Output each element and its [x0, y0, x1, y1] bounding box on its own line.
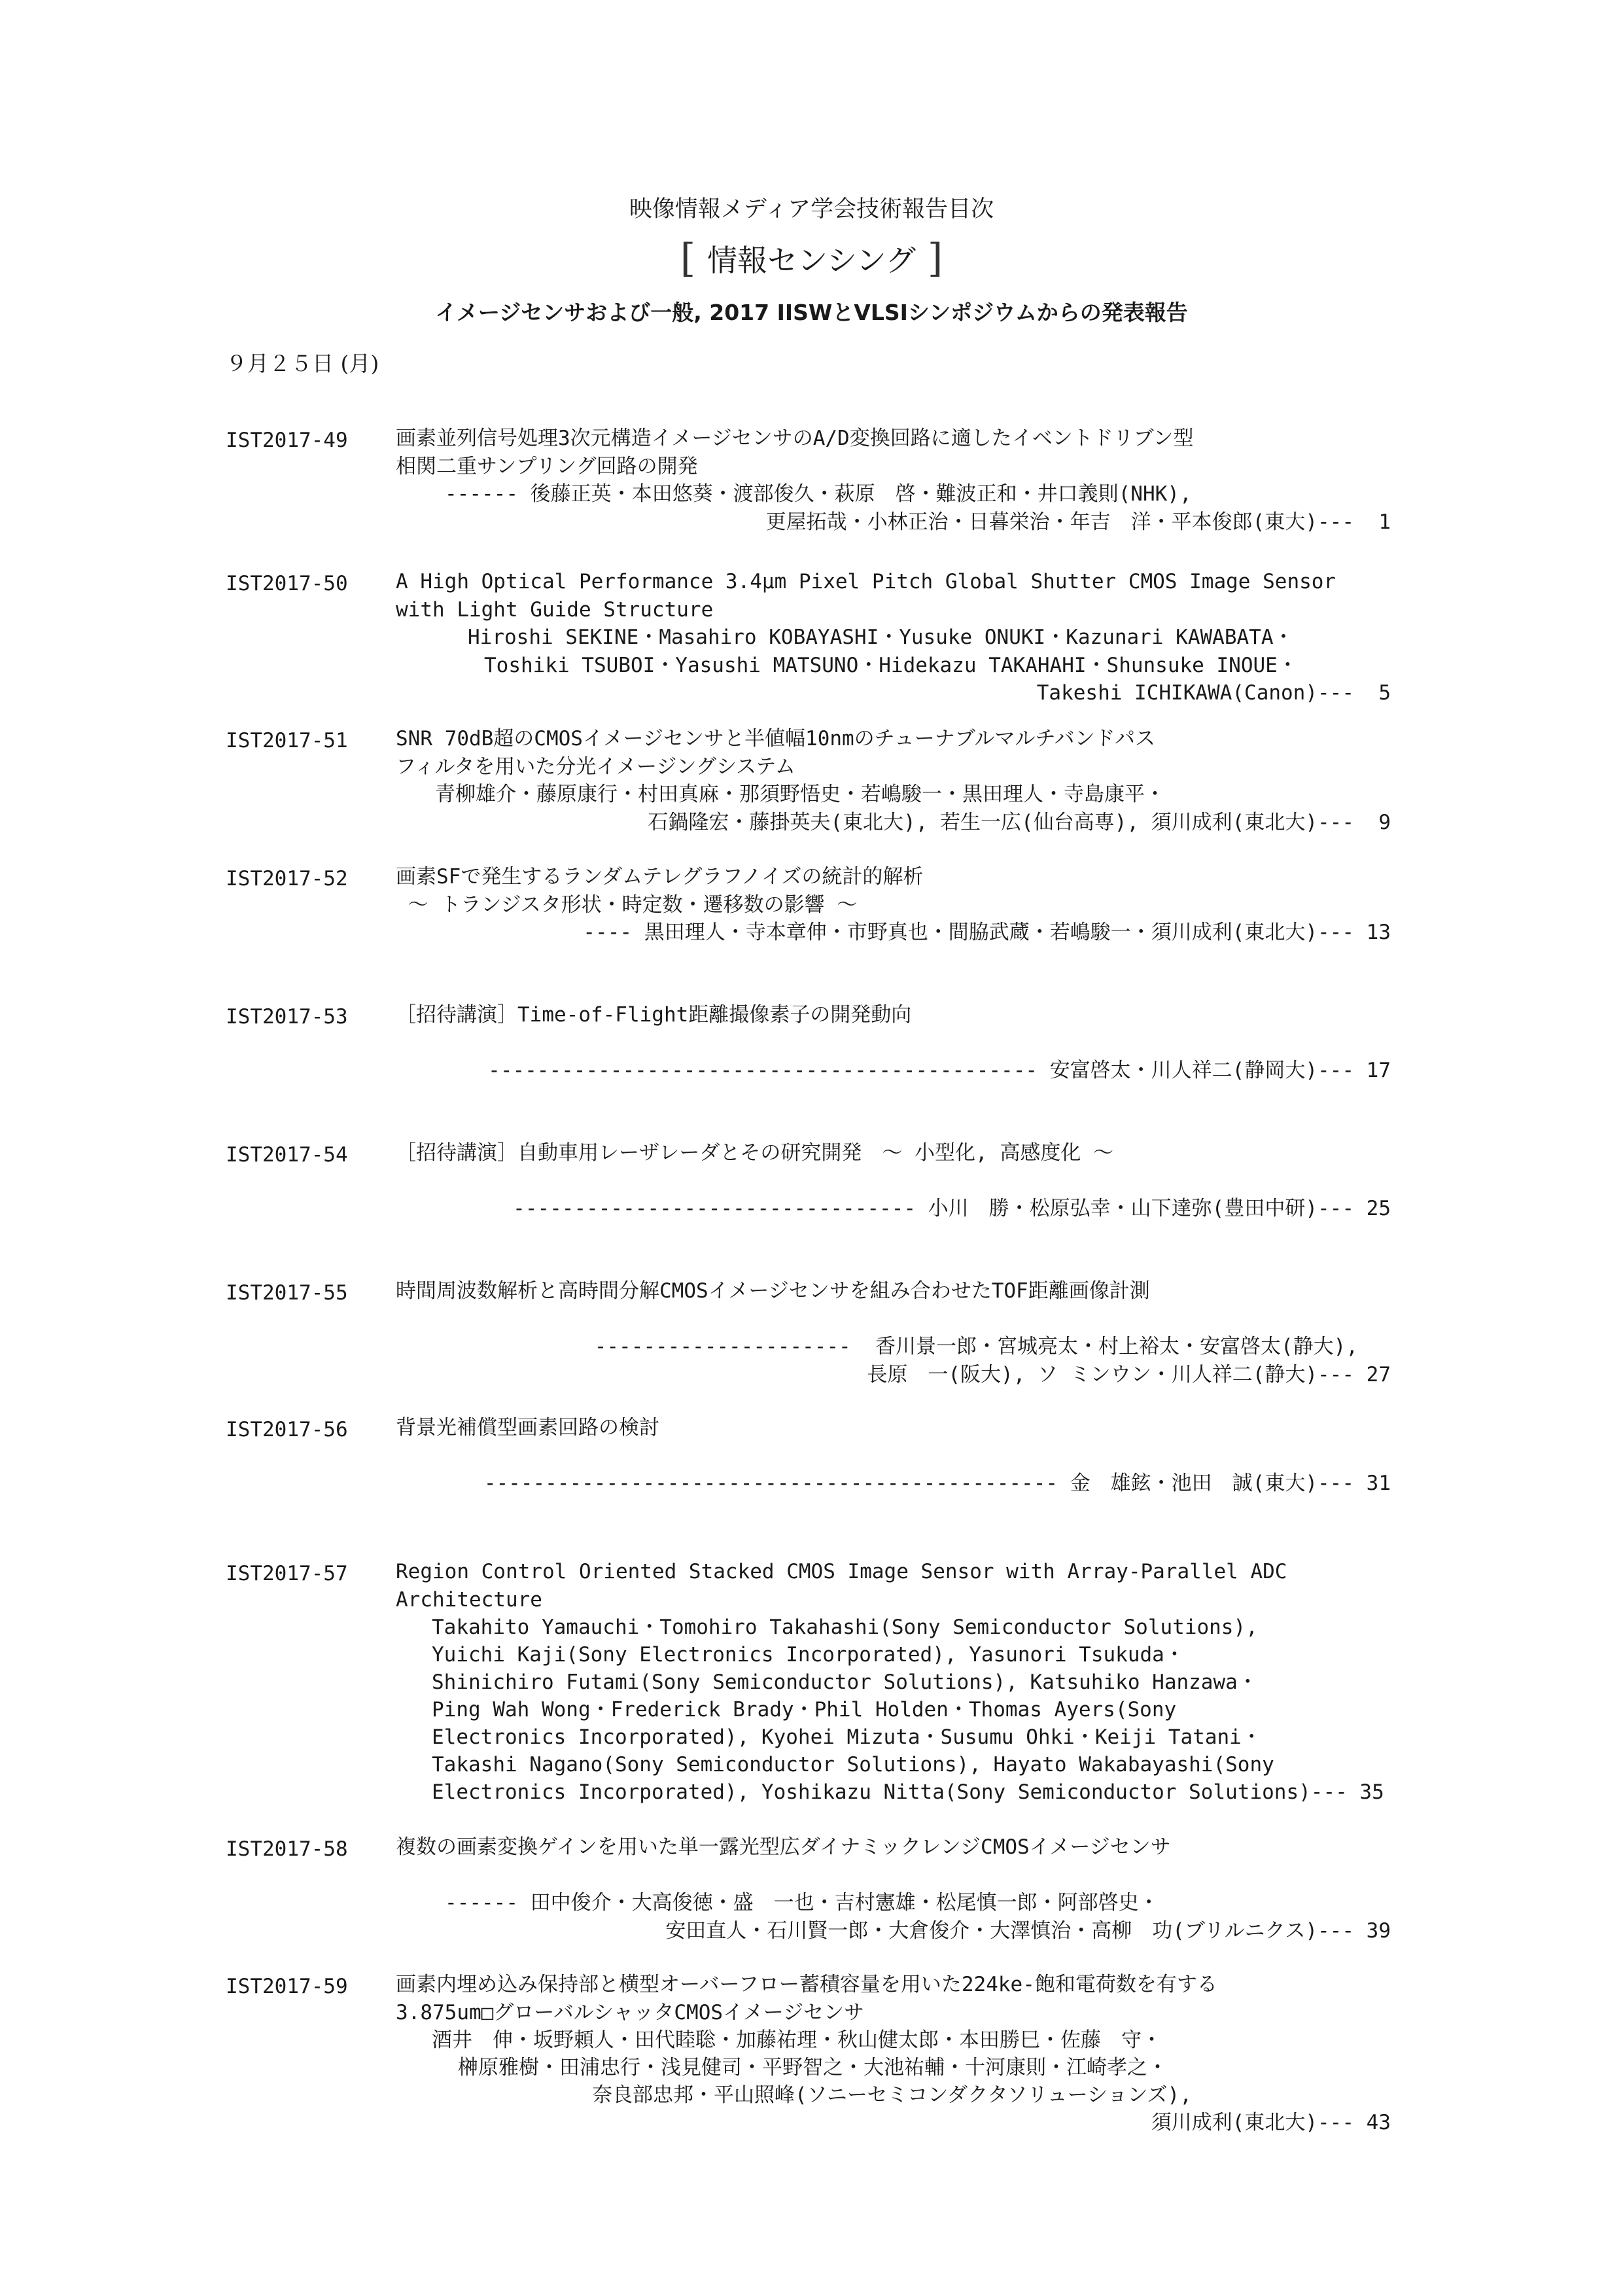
meeting-subtitle: イメージセンサおよび一般, 2017 IISWとVLSIシンポジウムからの発表報告 — [435, 300, 1188, 325]
paper-authors: 奈良部忠邦・平山照峰(ソニーセミコンダクタソリューションズ), — [592, 2083, 1192, 2107]
paper-id: IST2017-59 — [226, 1975, 348, 1998]
journal-title: 映像情報メディア学会技術報告目次 — [629, 196, 994, 222]
paper-title: ［招待講演］Time-of-Flight距離撮像素子の開発動向 — [396, 1003, 912, 1027]
paper-authors: Toshiki TSUBOI・Yasushi MATSUNO・Hidekazu TAKAHAHI・Shunsuke INOUE・ — [484, 654, 1298, 677]
section-title: 情報センシング — [707, 243, 916, 278]
paper-authors: --------------------- 香川景一郎・宮城亮太・村上裕太・安富啓太(静大), — [594, 1335, 1358, 1358]
paper-authors: ---- 黒田理人・寺本章伸・市野真也・間脇武蔵・若嶋駿一・須川成利(東北大)--- 13 — [583, 921, 1391, 944]
paper-id: IST2017-51 — [226, 729, 348, 752]
paper-authors: 青柳雄介・藤原康行・村田真麻・那須野悟史・若嶋駿一・黒田理人・寺島康平・ — [435, 783, 1165, 806]
paper-authors: ------ 後藤正英・本田悠葵・渡部俊久・萩原 啓・難波正和・井口義則(NHK), — [445, 482, 1192, 506]
paper-authors: Takahito Yamauchi・Tomohiro Takahashi(Sony Semiconductor Solutions), — [432, 1616, 1258, 1639]
paper-title: 画素内埋め込み保持部と横型オーバーフロー蓄積容量を用いた224ke-飽和電荷数を有する — [396, 1973, 1217, 1996]
paper-authors: ------ 田中俊介・大高俊徳・盛 一也・吉村憲雄・松尾慎一郎・阿部啓史・ — [445, 1891, 1159, 1915]
paper-authors: 長原 一(阪大), ソ ミンウン・川人祥二(静大)--- 27 — [867, 1363, 1391, 1386]
paper-authors: 石鍋隆宏・藤掛英夫(東北大), 若生一広(仙台高専), 須川成利(東北大)--- 9 — [648, 811, 1391, 834]
paper-authors: 更屋拓哉・小林正治・日暮栄治・年吉 洋・平本俊郎(東大)--- 1 — [765, 510, 1391, 534]
paper-authors: 榊原雅樹・田浦忠行・浅見健司・平野智之・大池祐輔・十河康則・江崎孝之・ — [458, 2056, 1168, 2079]
paper-authors: --------------------------------------------- 安富啓太・川人祥二(静岡大)--- 17 — [488, 1059, 1391, 1082]
session-date: ９月２５日 (月) — [226, 351, 379, 376]
paper-title: SNR 70dB超のCMOSイメージセンサと半値幅10nmのチューナブルマルチバンドパス — [396, 727, 1156, 751]
paper-title: 背景光補償型画素回路の検討 — [396, 1416, 659, 1439]
paper-title: Region Control Oriented Stacked CMOS Image Sensor with Array-Parallel ADC — [396, 1560, 1287, 1583]
paper-authors: Takeshi ICHIKAWA(Canon)--- 5 — [1036, 681, 1391, 705]
paper-authors: Hiroshi SEKINE・Masahiro KOBAYASHI・Yusuke ONUKI・Kazunari KAWABATA・ — [468, 626, 1294, 649]
paper-authors: Ping Wah Wong・Frederick Brady・Phil Holden・Thomas Ayers(Sony — [432, 1698, 1177, 1722]
paper-authors: 須川成利(東北大)--- 43 — [1151, 2111, 1391, 2134]
paper-title: 画素並列信号処理3次元構造イメージセンサのA/D変換回路に適したイベントドリブン型 — [396, 427, 1194, 450]
left-bracket: [ — [680, 236, 696, 281]
paper-authors: 安田直人・石川賢一郎・大倉俊介・大澤慎治・高柳 功(ブリルニクス)--- 39 — [665, 1919, 1391, 1943]
paper-title: 3.875um□グローバルシャッタCMOSイメージセンサ — [396, 2001, 865, 2024]
paper-authors: Electronics Incorporated), Yoshikazu Nitta(Sony Semiconductor Solutions)--- 35 — [432, 1780, 1384, 1804]
paper-title: A High Optical Performance 3.4μm Pixel Pitch Global Shutter CMOS Image Sensor — [396, 570, 1336, 593]
paper-id: IST2017-50 — [226, 572, 348, 595]
paper-id: IST2017-58 — [226, 1837, 348, 1861]
paper-authors: Takashi Nagano(Sony Semiconductor Solutions), Hayato Wakabayashi(Sony — [432, 1753, 1274, 1776]
paper-title: 複数の画素変換ゲインを用いた単一露光型広ダイナミックレンジCMOSイメージセンサ — [396, 1835, 1171, 1859]
paper-title: ［招待講演］自動車用レーザレーダとその研究開発 ～ 小型化, 高感度化 ～ — [396, 1141, 1114, 1165]
paper-title: ～ トランジスタ形状・時定数・遷移数の影響 ～ — [396, 893, 858, 917]
paper-title: with Light Guide Structure — [396, 598, 714, 622]
paper-id: IST2017-52 — [226, 867, 348, 891]
paper-authors: --------------------------------- 小川 勝・松原弘幸・山下達弥(豊田中研)--- 25 — [513, 1197, 1391, 1220]
paper-authors: ----------------------------------------------- 金 雄鉉・池田 誠(東大)--- 31 — [483, 1472, 1391, 1495]
paper-id: IST2017-49 — [226, 429, 348, 452]
paper-id: IST2017-57 — [226, 1562, 348, 1585]
section-heading — [0, 237, 1623, 280]
paper-id: IST2017-56 — [226, 1418, 348, 1441]
paper-id: IST2017-55 — [226, 1281, 348, 1305]
paper-title: 相関二重サンプリング回路の開発 — [396, 455, 698, 478]
paper-title: 時間周波数解析と高時間分解CMOSイメージセンサを組み合わせたTOF距離画像計測 — [396, 1279, 1150, 1303]
paper-id: IST2017-54 — [226, 1143, 348, 1167]
paper-authors: Yuichi Kaji(Sony Electronics Incorporated), Yasunori Tsukuda・ — [432, 1643, 1185, 1667]
paper-authors: 酒井 伸・坂野頼人・田代睦聡・加藤祐理・秋山健太郎・本田勝巳・佐藤 守・ — [432, 2028, 1162, 2052]
paper-authors: Electronics Incorporated), Kyohei Mizuta・Susumu Ohki・Keiji Tatani・ — [432, 1725, 1262, 1749]
right-bracket: ] — [927, 236, 943, 281]
paper-title: フィルタを用いた分光イメージングシステム — [396, 755, 795, 779]
paper-title: Architecture — [396, 1588, 542, 1612]
paper-id: IST2017-53 — [226, 1005, 348, 1029]
paper-title: 画素SFで発生するランダムテレグラフノイズの統計的解析 — [396, 865, 924, 889]
paper-authors: Shinichiro Futami(Sony Semiconductor Solutions), Katsuhiko Hanzawa・ — [432, 1670, 1258, 1694]
